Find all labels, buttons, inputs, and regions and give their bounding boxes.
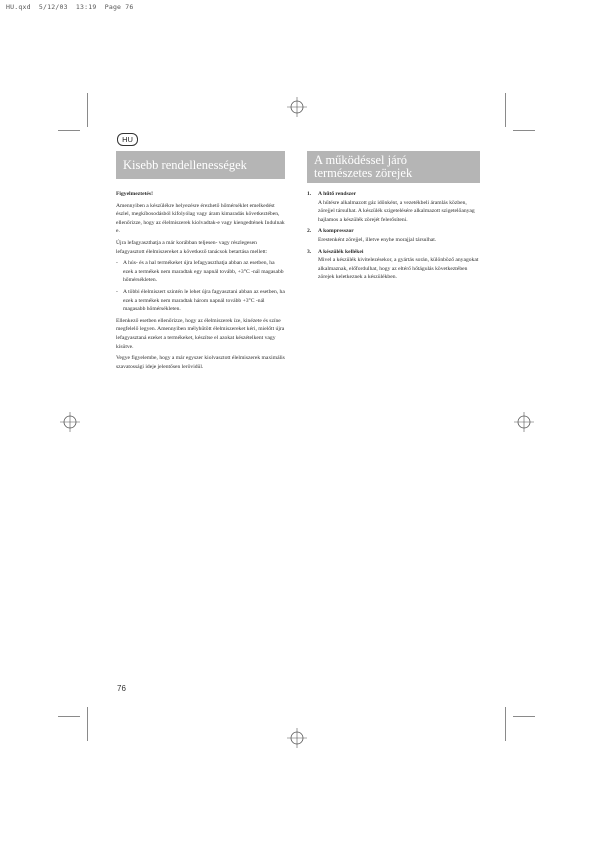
crop-mark — [58, 130, 80, 131]
bullet-item — [116, 259, 286, 285]
crop-mark — [505, 707, 506, 741]
list-item — [307, 190, 481, 224]
list-item-title: A készülék kellékei — [318, 248, 364, 255]
list-item-title: A hűtő rendszer — [318, 191, 357, 197]
bullet-text: A többi élelmiszert szintén le lehet újra fagyasztani abban az esetben, ha ezek a termékek nem maradtak három napnál tovább +3°C -nál magasabb hőmérsékleten. — [123, 288, 285, 313]
list-item — [307, 248, 481, 282]
paragraph: Vegye figyelembe, hogy a már egyszer kiolvasztott élelmiszerek maximális szavatossági ideje jelentősen lerövidül. — [116, 355, 285, 370]
crop-mark — [87, 93, 88, 127]
registration-mark-icon — [514, 412, 534, 432]
list-item-number: 3. — [307, 248, 312, 255]
bullet-text: A hús- és a hal termékeket újra lefagyaszthatja abban az esetben, ha ezek a termékek nem maradtak egy napnál tovább, +3°C -nál magasabb hőmérsékleten. — [123, 260, 284, 284]
left-column — [116, 190, 286, 374]
list-item-number: 2. — [307, 228, 312, 235]
paragraph: Ellenkező esetben ellenőrizze, hogy az élelmiszerek íze, kinézete és színe megfelelő legyen. Amennyiben mélyhűtött élelmiszereket kéri, mielőtt újra lefagyasztaná ezeket a termékeket, készítse el azokat készételkent vagy kísütve. — [116, 317, 285, 350]
bullet-dash: - — [116, 260, 118, 267]
crop-mark — [513, 130, 535, 131]
section-heading-text: Kisebb rendellenességek — [123, 158, 247, 172]
section-heading-minor-faults — [116, 151, 285, 179]
language-badge: HU — [117, 133, 138, 146]
warning-title: Figyelmeztetés! — [116, 191, 153, 197]
crop-mark — [87, 707, 88, 741]
bullet-item — [116, 288, 286, 314]
list-item-number: 1. — [307, 191, 312, 197]
registration-mark-icon — [287, 728, 307, 748]
list-item-text: Mivel a készülék kivitelezésekor, a gyártás során, különböző anyagokat alkalmaznak, előfordulhat, hogy az eltérő hőtágulás következtében zörejek keletkeznek a készülékben. — [318, 257, 479, 281]
list-item-text: Erestenként zörejjel, illetve enyhe morajjal társulhat. — [318, 236, 437, 243]
paragraph: Újra lefagyaszthatja a már korábban teljesen- vagy részlegesen lefagyasztott élelmiszereket a következő tanácsok betartása mellett: — [116, 239, 268, 255]
bullet-dash: - — [116, 288, 118, 295]
page-number: 76 — [117, 684, 126, 693]
slug-line: HU.qxd 5/12/03 13:19 Page 76 — [6, 3, 134, 11]
registration-mark-icon — [287, 97, 307, 117]
registration-mark-icon — [60, 412, 80, 432]
section-heading-line: A működéssel járó — [314, 153, 408, 167]
right-column — [307, 190, 481, 285]
crop-mark — [505, 93, 506, 127]
crop-mark — [513, 716, 535, 717]
list-item-title: A kompresszor — [318, 228, 354, 235]
section-heading-line: természetes zörejek — [314, 166, 413, 180]
list-item-text: A hűtésre alkalmazott gáz időnként, a vezetékbeli áramlás közben, zörejjel társulhat. A készülék szigetelésére alkalmazott szigetelőanyag hajlamos a készülék zörejét felerősíteni. — [318, 199, 475, 223]
section-heading-operating-noises — [307, 151, 480, 183]
crop-mark — [58, 716, 80, 717]
paragraph: Amennyiben a készülékre helyezésre érezhető hőmérséklet emelkedést észlel, megkíbosodásból kifolyólag vagy áram kimaradás következtében, ellenőrizze, hogy az élelmiszerek kiolvadtak-e vagy kiengedtének Indulnak e. — [116, 202, 285, 235]
list-item — [307, 227, 481, 244]
